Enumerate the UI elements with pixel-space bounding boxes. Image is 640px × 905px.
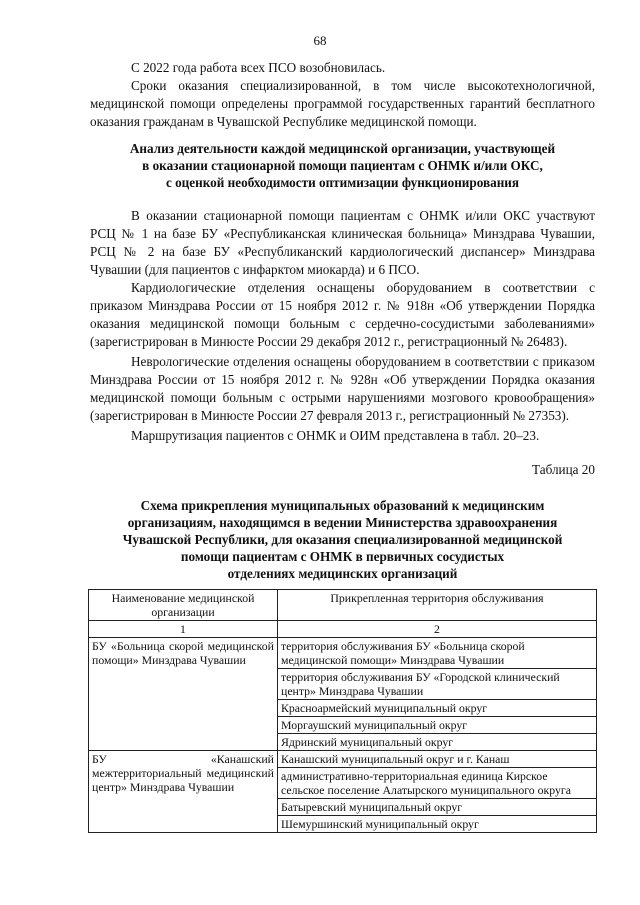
table-title: Схема прикрепления муниципальных образований к медицинским организациям, находящимся в ведении Министерства здравоохранения Чувашской Республики, для оказания специализированной медицинской помощи пациентам с ОНМК в первичных сосудистых отделениях медицинских организаций — [122, 498, 563, 581]
organization-cell: БУ «Больница скорой медицинской помощи» Минздрава Чувашии — [89, 638, 278, 751]
column-header: Прикрепленная территория обслуживания — [278, 590, 597, 621]
territory-cell: Моргаушский муниципальный округ — [278, 717, 597, 734]
territory-cell: Красноармейский муниципальный округ — [278, 700, 597, 717]
territory-cell: Ядринский муниципальный округ — [278, 734, 597, 751]
column-number: 1 — [89, 621, 278, 638]
table-row — [89, 638, 597, 669]
paragraph: Неврологические отделения оснащены оборудованием в соответствии с приказом Минздрава России от 15 ноября 2012 г. № 928н «Об утверждении Порядка оказания медицинской помощи больным с острыми нарушениями мозгового кровообращения» (зарегистрирован в Минюсте России 27 февраля 2013 г., регистрационный № 27353). — [90, 354, 595, 423]
column-header: Наименование медицинской организации — [89, 590, 278, 621]
section-heading: Анализ деятельности каждой медицинской организации, участвующей в оказании стационарной помощи пациентам с ОНМК и/или ОКС, с оценкой необходимости оптимизации функционирования — [129, 141, 556, 190]
organization-cell: БУ «Канашский межтерриториальный медицинский центр» Минздрава Чувашии — [89, 751, 278, 833]
territory-cell: административно-территориальная единица Кирское сельское поселение Алатырского муниципального округа — [278, 768, 597, 799]
territory-cell: Канашский муниципальный округ и г. Канаш — [278, 751, 597, 768]
territory-cell: территория обслуживания БУ «Городской клинический центр» Минздрава Чувашии — [278, 669, 597, 700]
territory-cell: Батыревский муниципальный округ — [278, 799, 597, 816]
table-row — [89, 751, 597, 768]
territory-cell: территория обслуживания БУ «Больница скорой медицинской помощи» Минздрава Чувашии — [278, 638, 597, 669]
paragraph: С 2022 года работа всех ПСО возобновилась. — [131, 60, 386, 75]
paragraph: Кардиологические отделения оснащены оборудованием в соответствии с приказом Минздрава России от 15 ноября 2012 г. № 918н «Об утверждении Порядка оказания медицинской помощи больным с сердечно-сосудистыми заболеваниями» (зарегистрирован в Минюсте России 29 декабря 2012 г., регистрационный № 26483). — [90, 280, 595, 349]
paragraph: Маршрутизация пациентов с ОНМК и ОИМ представлена в табл. 20–23. — [131, 428, 540, 443]
table-header-row — [89, 590, 597, 621]
routing-table — [88, 589, 597, 833]
column-number-row — [89, 621, 597, 638]
paragraph: Сроки оказания специализированной, в том числе высокотехнологичной, медицинской помощи определены программой государственных гарантий бесплатного оказания гражданам в Чувашской Республике медицинской помощи. — [90, 78, 595, 129]
column-number: 2 — [278, 621, 597, 638]
page-number: 68 — [313, 33, 327, 48]
table-label: Таблица 20 — [532, 462, 595, 477]
paragraph: В оказании стационарной помощи пациентам с ОНМК и/или ОКС участвуют РСЦ № 1 на базе БУ «Республиканская клиническая больница» Минздрава Чувашии, РСЦ № 2 на базе БУ «Республиканский кардиологический диспансер» Минздрава Чувашии (для пациентов с инфарктом миокарда) и 6 ПСО. — [90, 208, 595, 277]
territory-cell: Шемуршинский муниципальный округ — [278, 816, 597, 833]
